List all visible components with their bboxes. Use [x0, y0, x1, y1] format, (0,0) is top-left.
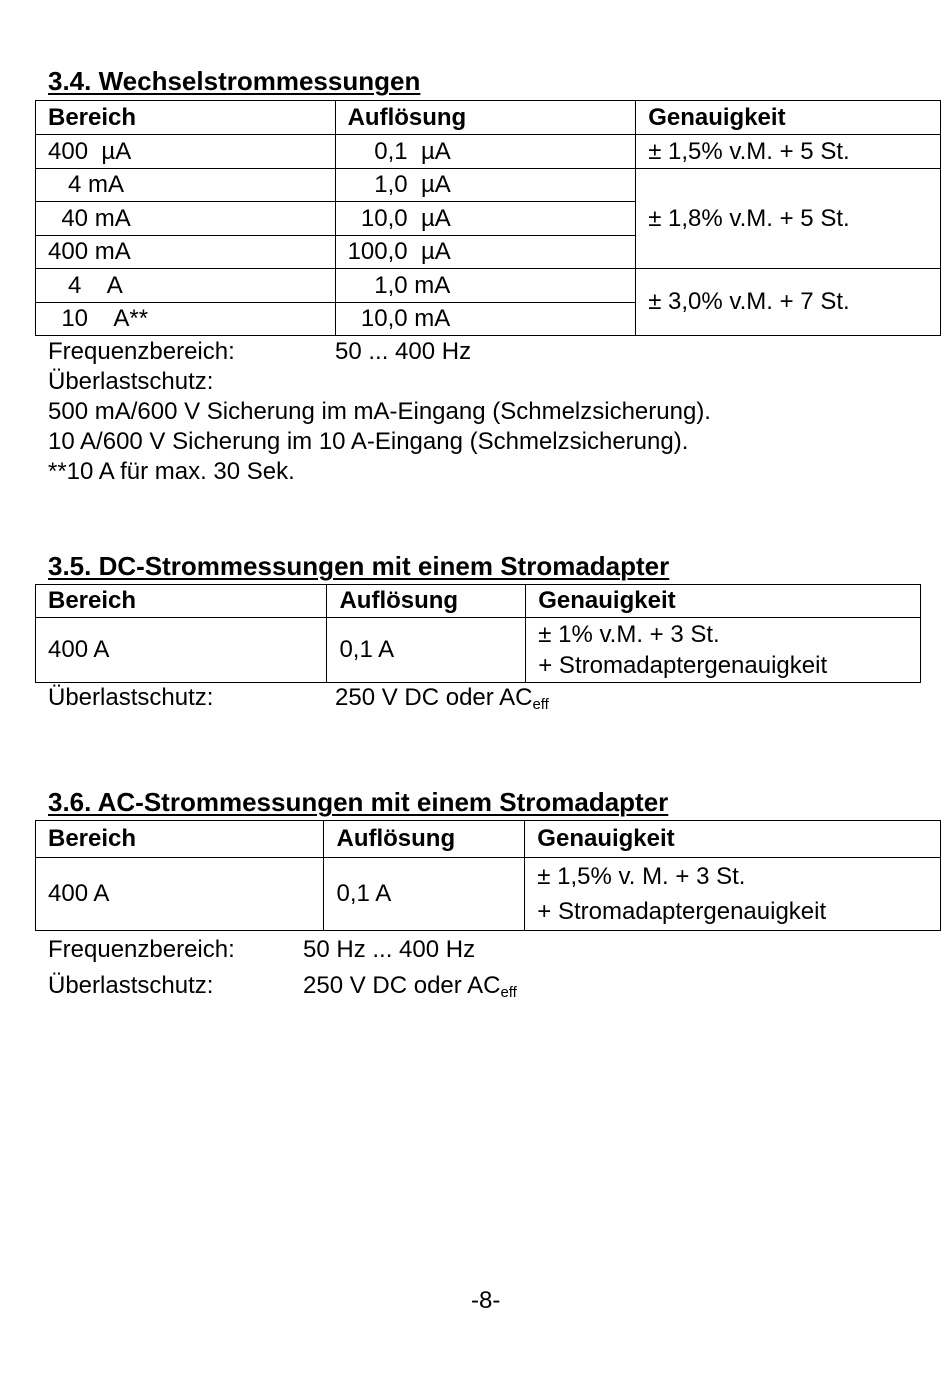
- fuse-note-10a: 10 A/600 V Sicherung im 10 A-Eingang (Schmelzsicherung).: [48, 428, 689, 455]
- table-header-row: [36, 821, 941, 858]
- overload-value: 250 V DC oder AC: [335, 684, 533, 711]
- overload-label: Überlastschutz:: [48, 368, 214, 395]
- range-cell: 4 mA: [36, 169, 336, 202]
- dc-clamp-table: [35, 584, 921, 683]
- section-3-5-notes: [48, 683, 549, 713]
- overload-line: [48, 968, 517, 1004]
- table-row: [36, 618, 921, 683]
- accuracy-cell: ± 1,8% v.M. + 5 St.: [636, 169, 941, 269]
- frequency-line: [48, 932, 517, 968]
- header-accuracy: Genauigkeit: [636, 101, 941, 135]
- header-resolution: Auflösung: [324, 821, 525, 858]
- accuracy-line: ± 1,5% v. M. + 3 St.: [537, 863, 746, 890]
- table-row: [36, 858, 941, 931]
- table-header-row: [36, 585, 921, 618]
- header-range: Bereich: [36, 101, 336, 135]
- time-limit-note: **10 A für max. 30 Sek.: [48, 458, 295, 485]
- header-range: Bereich: [36, 585, 327, 618]
- range-cell: 400 µA: [36, 135, 336, 169]
- overload-label: Überlastschutz:: [48, 684, 214, 711]
- resolution-cell: 1,0 mA: [335, 269, 636, 303]
- section-3-6-title: 3.6. AC-Strommessungen mit einem Stromadapter: [48, 787, 669, 817]
- section-3-4-notes: [48, 337, 711, 487]
- overload-subscript: eff: [532, 696, 549, 713]
- range-cell: 10 A**: [36, 303, 336, 336]
- range-cell: 400 A: [36, 858, 324, 931]
- adapter-accuracy-line: + Stromadaptergenauigkeit: [538, 652, 828, 679]
- page-number: -8-: [471, 1287, 501, 1314]
- accuracy-cell: ± 1,5% v.M. + 5 St.: [636, 135, 941, 169]
- resolution-cell: 1,0 µA: [335, 169, 636, 202]
- table-row: [36, 135, 941, 169]
- overload-label: Überlastschutz:: [48, 972, 214, 999]
- header-accuracy: Genauigkeit: [525, 821, 941, 858]
- frequency-value: 50 ... 400 Hz: [335, 338, 472, 365]
- frequency-line: [48, 337, 711, 367]
- resolution-cell: 100,0 µA: [335, 236, 636, 269]
- header-resolution: Auflösung: [327, 585, 526, 618]
- resolution-cell: 10,0 µA: [335, 202, 636, 236]
- adapter-accuracy-line: + Stromadaptergenauigkeit: [537, 898, 827, 925]
- resolution-cell: 0,1 A: [324, 858, 525, 931]
- header-range: Bereich: [36, 821, 324, 858]
- section-3-5-title: 3.5. DC-Strommessungen mit einem Stromadapter: [48, 551, 670, 581]
- table-row: [36, 169, 941, 202]
- table-header-row: [36, 101, 941, 135]
- resolution-cell: 10,0 mA: [335, 303, 636, 336]
- overload-subscript: eff: [500, 984, 517, 1001]
- accuracy-line: ± 1% v.M. + 3 St.: [538, 621, 720, 648]
- ac-clamp-table: [35, 820, 941, 931]
- range-cell: 40 mA: [36, 202, 336, 236]
- section-3-6-notes: [48, 932, 517, 1004]
- resolution-cell: 0,1 A: [327, 618, 526, 683]
- accuracy-cell: [525, 858, 941, 931]
- header-resolution: Auflösung: [335, 101, 636, 135]
- header-accuracy: Genauigkeit: [526, 585, 921, 618]
- frequency-label: Frequenzbereich:: [48, 338, 235, 365]
- table-row: [36, 269, 941, 303]
- section-3-4-title: 3.4. Wechselstrommessungen: [48, 66, 421, 96]
- resolution-cell: 0,1 µA: [335, 135, 636, 169]
- ac-current-table: [35, 100, 941, 336]
- fuse-note-ma: 500 mA/600 V Sicherung im mA-Eingang (Schmelzsicherung).: [48, 398, 711, 425]
- range-cell: 400 A: [36, 618, 327, 683]
- frequency-label: Frequenzbereich:: [48, 936, 235, 963]
- range-cell: 4 A: [36, 269, 336, 303]
- accuracy-cell: ± 3,0% v.M. + 7 St.: [636, 269, 941, 336]
- frequency-value: 50 Hz ... 400 Hz: [303, 936, 476, 963]
- range-cell: 400 mA: [36, 236, 336, 269]
- overload-value: 250 V DC oder AC: [303, 972, 501, 999]
- accuracy-cell: [526, 618, 921, 683]
